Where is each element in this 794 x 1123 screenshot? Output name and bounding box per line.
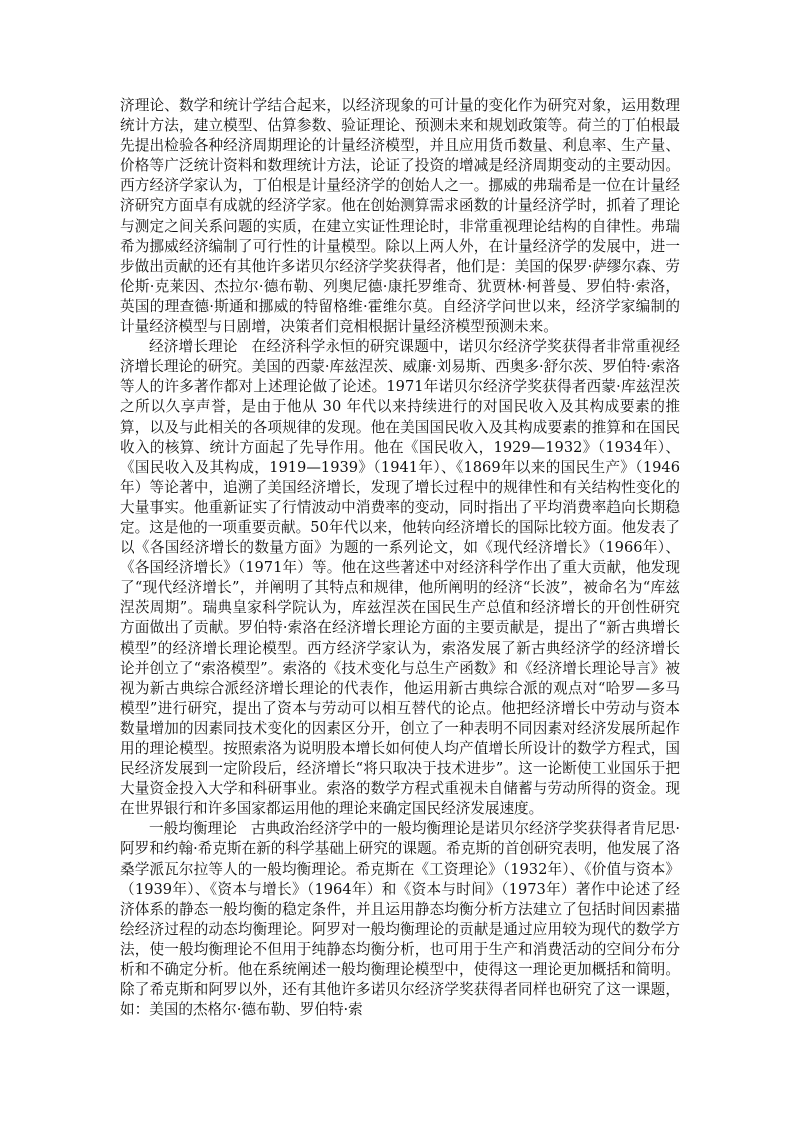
section-heading-general-equilibrium: 一般均衡理论 — [149, 820, 237, 838]
paragraph-general-equilibrium — [120, 819, 680, 1020]
paragraph-econometrics — [120, 96, 680, 337]
paragraph-body: 济理论、数学和统计学结合起来，以经济现象的可计量的变化作为研究对象，运用数理统计方法，建立模型、估算参数、验证理论、预测未来和规划政策等。荷兰的丁伯根最先提出检验各种经济周期理论的计量经济模型，并且应用货币数量、利息率、生产量、价格等广泛统计资料和数理统计方法，论证了投资的增减是经济周期变动的主要动因。西方经济学家认为，丁伯根是计量经济学的创始人之一。挪威的弗瑞希是一位在计量经济研究方面卓有成就的经济学家。他在创始测算需求函数的计量经济学时，抓着了理论与测定之间关系问题的实质，在建立实证性理论时，非常重视理论结构的自律性。弗瑞希为挪威经济编制了可行性的计量模型。除以上两人外，在计量经济学的发展中，进一步做出贡献的还有其他许多诺贝尔经济学奖获得者，他们是：美国的保罗·萨缪尔森、劳伦斯·克莱因、杰拉尔·德布勒、列奥尼德·康托罗维奇、犹贾林·柯普曼、罗伯特·索洛，英国的理查德·斯通和挪威的特留格维·霍维尔莫。自经济学问世以来，经济学家编制的计量经济模型与日剧增，决策者们竞相根据计量经济模型预测未来。 — [120, 97, 680, 336]
paragraph-body: 古典政治经济学中的一般均衡理论是诺贝尔经济学奖获得者肯尼思·阿罗和约翰·希克斯在新的科学基础上研究的课题。希克斯的首创研究表明，他发展了洛桑学派瓦尔拉等人的一般均衡理论。希克斯在《工资理论》（1932年）、《价值与资本》（1939年）、《资本与增长》（1964年）和《资本与时间》（1973年）著作中论述了经济体系的静态一般均衡的稳定条件，并且运用静态均衡分析方法建立了包括时间因素描绘经济过程的动态均衡理论。阿罗对一般均衡理论的贡献是通过应用较为现代的数学方法，使一般均衡理论不但用于纯静态均衡分析，也可用于生产和消费活动的空间分布分析和不确定分析。他在系统阐述一般均衡理论模型中，使得这一理论更加概括和简明。除了希克斯和阿罗以外，还有其他许多诺贝尔经济学奖获得者同样也研究了这一课题，如：美国的杰格尔·德布勒、罗伯特·索 — [120, 820, 680, 1019]
section-heading-economic-growth: 经济增长理论 — [149, 338, 238, 356]
paragraph-economic-growth — [120, 337, 680, 819]
paragraph-body: 在经济科学永恒的研究课题中，诺贝尔经济学奖获得者非常重视经济增长理论的研究。美国的西蒙·库兹涅茨、威廉·刘易斯、西奥多·舒尔茨、罗伯特·索洛等人的许多著作都对上述理论做了论述。1971年诺贝尔经济学奖获得者西蒙·库兹涅茨之所以久享声誉，是由于他从 30 年代以来持续进行的对国民收入及其构成要素的推算，以及与此相关的各项规律的发现。他在美国国民收入及其构成要素的推算和在国民收入的核算、统计方面起了先导作用。他在《国民收入，1929—1932》（1934年）、《国民收入及其构成，1919—1939》（1941年）、《1869年以来的国民生产》（1946年）等论著中，追溯了美国经济增长，发现了增长过程中的规律性和有关结构性变化的大量事实。他重新证实了行情波动中消费率的变动，同时指出了平均消费率趋向长期稳定。这是他的一项重要贡献。50年代以来，他转向经济增长的国际比较方面。他发表了以《各国经济增长的数量方面》为题的一系列论文，如《现代经济增长》（1966年）、《各国经济增长》（1971年）等。他在这些著述中对经济科学作出了重大贡献，他发现了“现代经济增长”，并阐明了其特点和规律，他所阐明的经济“长波”，被命名为“库兹涅茨周期”。瑞典皇家科学院认为，库兹涅茨在国民生产总值和经济增长的开创性研究方面做出了贡献。罗伯特·索洛在经济增长理论方面的主要贡献是，提出了“新古典增长模型”的经济增长理论模型。西方经济学家认为，索洛发展了新古典经济学的经济增长论并创立了“索洛模型”。索洛的《技术变化与总生产函数》和《经济增长理论导言》被视为新古典综合派经济增长理论的代表作，他运用新古典综合派的观点对“哈罗—多马模型”进行研究，提出了资本与劳动可以相互替代的论点。他把经济增长中劳动与资本数量增加的因素同技术变化的因素区分开，创立了一种表明不同因素对经济发展所起作用的理论模型。按照索洛为说明股本增长如何使人均产值增长所设计的数学方程式，国民经济发展到一定阶段后，经济增长“将只取决于技术进步”。这一论断使工业国乐于把大量资金投入大学和科研事业。索洛的数学方程式重视未自储蓄与劳动所得的资金。现在世界银行和许多国家都运用他的理论来确定国民经济发展速度。 — [120, 338, 680, 818]
document-page — [120, 96, 680, 1020]
